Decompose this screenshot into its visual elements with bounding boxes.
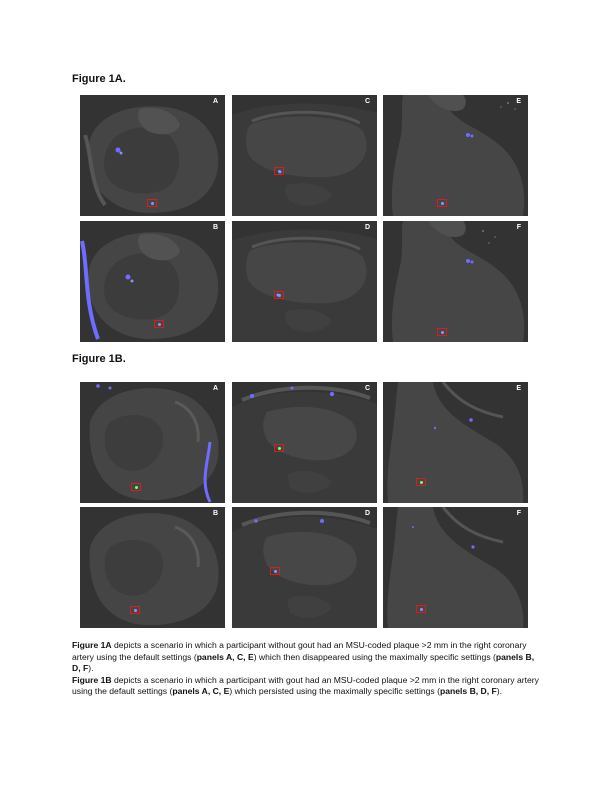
- lesion-marker: [441, 202, 444, 205]
- caption-text: ).: [88, 663, 94, 674]
- figure-1a-panel-a: [80, 95, 225, 216]
- panel-label: E: [516, 385, 521, 392]
- caption-ref: panels A, C, E: [172, 686, 230, 697]
- roi-box: [147, 199, 157, 207]
- ct-scan-image: [232, 382, 377, 503]
- roi-box: [437, 328, 447, 336]
- figure-1a-heading: Figure 1A.: [72, 73, 126, 85]
- roi-box: [416, 478, 426, 486]
- panel-label: D: [364, 510, 370, 517]
- panel-label: A: [212, 385, 218, 392]
- caption-text: ) which then disappeared using the maximally specific settings (: [253, 651, 496, 662]
- figure-1b-panel-b: [80, 507, 225, 628]
- caption-ref: panels B, D, F: [72, 651, 535, 674]
- figure-1a-panel-d: [232, 221, 377, 342]
- panel-label: B: [212, 510, 218, 517]
- lesion-marker: [274, 570, 277, 573]
- panel-label: C: [364, 385, 370, 392]
- roi-box: [274, 291, 284, 299]
- figure-1a-panel-f: [383, 221, 528, 342]
- ct-scan-image: [80, 382, 225, 503]
- caption-text: ) which persisted using the maximally specific settings (: [229, 686, 440, 697]
- panel-label: F: [516, 510, 521, 517]
- figure-1a-panel-e: [383, 95, 528, 216]
- roi-box: [416, 605, 426, 613]
- lesion-marker: [158, 323, 161, 326]
- lesion-marker: [151, 202, 154, 205]
- ct-scan-image: [383, 95, 528, 216]
- figure-1b-panel-d: [232, 507, 377, 628]
- caption-text: depicts a scenario in which a participant with gout had an MSU-coded plaque >2 mm in the right coronary artery using the default settings (: [72, 674, 539, 697]
- lesion-marker: [441, 331, 444, 334]
- ct-scan-image: [232, 221, 377, 342]
- lesion-marker: [420, 608, 423, 611]
- lesion-marker: [278, 294, 281, 297]
- roi-box: [437, 199, 447, 207]
- panel-label: A: [212, 98, 218, 105]
- roi-box: [274, 444, 284, 452]
- caption-ref: Figure 1B: [72, 674, 112, 685]
- ct-scan-image: [383, 507, 528, 628]
- lesion-marker: [278, 447, 281, 450]
- panel-label: E: [516, 98, 521, 105]
- lesion-marker: [135, 486, 138, 489]
- figure-1b-heading: Figure 1B.: [72, 353, 126, 365]
- roi-box: [270, 567, 280, 575]
- caption-text: depicts a scenario in which a participant without gout had an MSU-coded plaque >2 mm in the right coronary artery using the default settings (: [72, 640, 527, 662]
- figure-1b-panel-a: [80, 382, 225, 503]
- ct-scan-image: [383, 382, 528, 503]
- lesion-marker: [278, 170, 281, 173]
- roi-box: [130, 606, 140, 614]
- ct-scan-image: [80, 507, 225, 628]
- figure-1b-panel-e: [383, 382, 528, 503]
- caption-paragraph-1b: [72, 675, 542, 698]
- figure-caption: [72, 640, 542, 698]
- caption-ref: Figure 1A: [72, 640, 112, 650]
- figure-1a-panel-b: [80, 221, 225, 342]
- panel-label: D: [364, 224, 370, 231]
- caption-ref: panels A, C, E: [196, 651, 254, 662]
- ct-scan-image: [80, 221, 225, 342]
- lesion-marker: [134, 609, 137, 612]
- panel-label: C: [364, 98, 370, 105]
- figure-1b-panel-f: [383, 507, 528, 628]
- lesion-marker: [420, 481, 423, 484]
- caption-text: ).: [496, 686, 503, 697]
- figure-1b-panel-c: [232, 382, 377, 503]
- figure-1a-panel-c: [232, 95, 377, 216]
- ct-scan-image: [232, 507, 377, 628]
- ct-scan-image: [80, 95, 225, 216]
- caption-ref: panels B, D, F: [439, 686, 497, 697]
- panel-label: F: [516, 224, 521, 231]
- roi-box: [274, 167, 284, 175]
- ct-scan-image: [232, 95, 377, 216]
- roi-box: [131, 483, 141, 491]
- ct-scan-image: [383, 221, 528, 342]
- roi-box: [154, 320, 164, 328]
- caption-paragraph-1a: [72, 640, 542, 675]
- panel-label: B: [212, 224, 218, 231]
